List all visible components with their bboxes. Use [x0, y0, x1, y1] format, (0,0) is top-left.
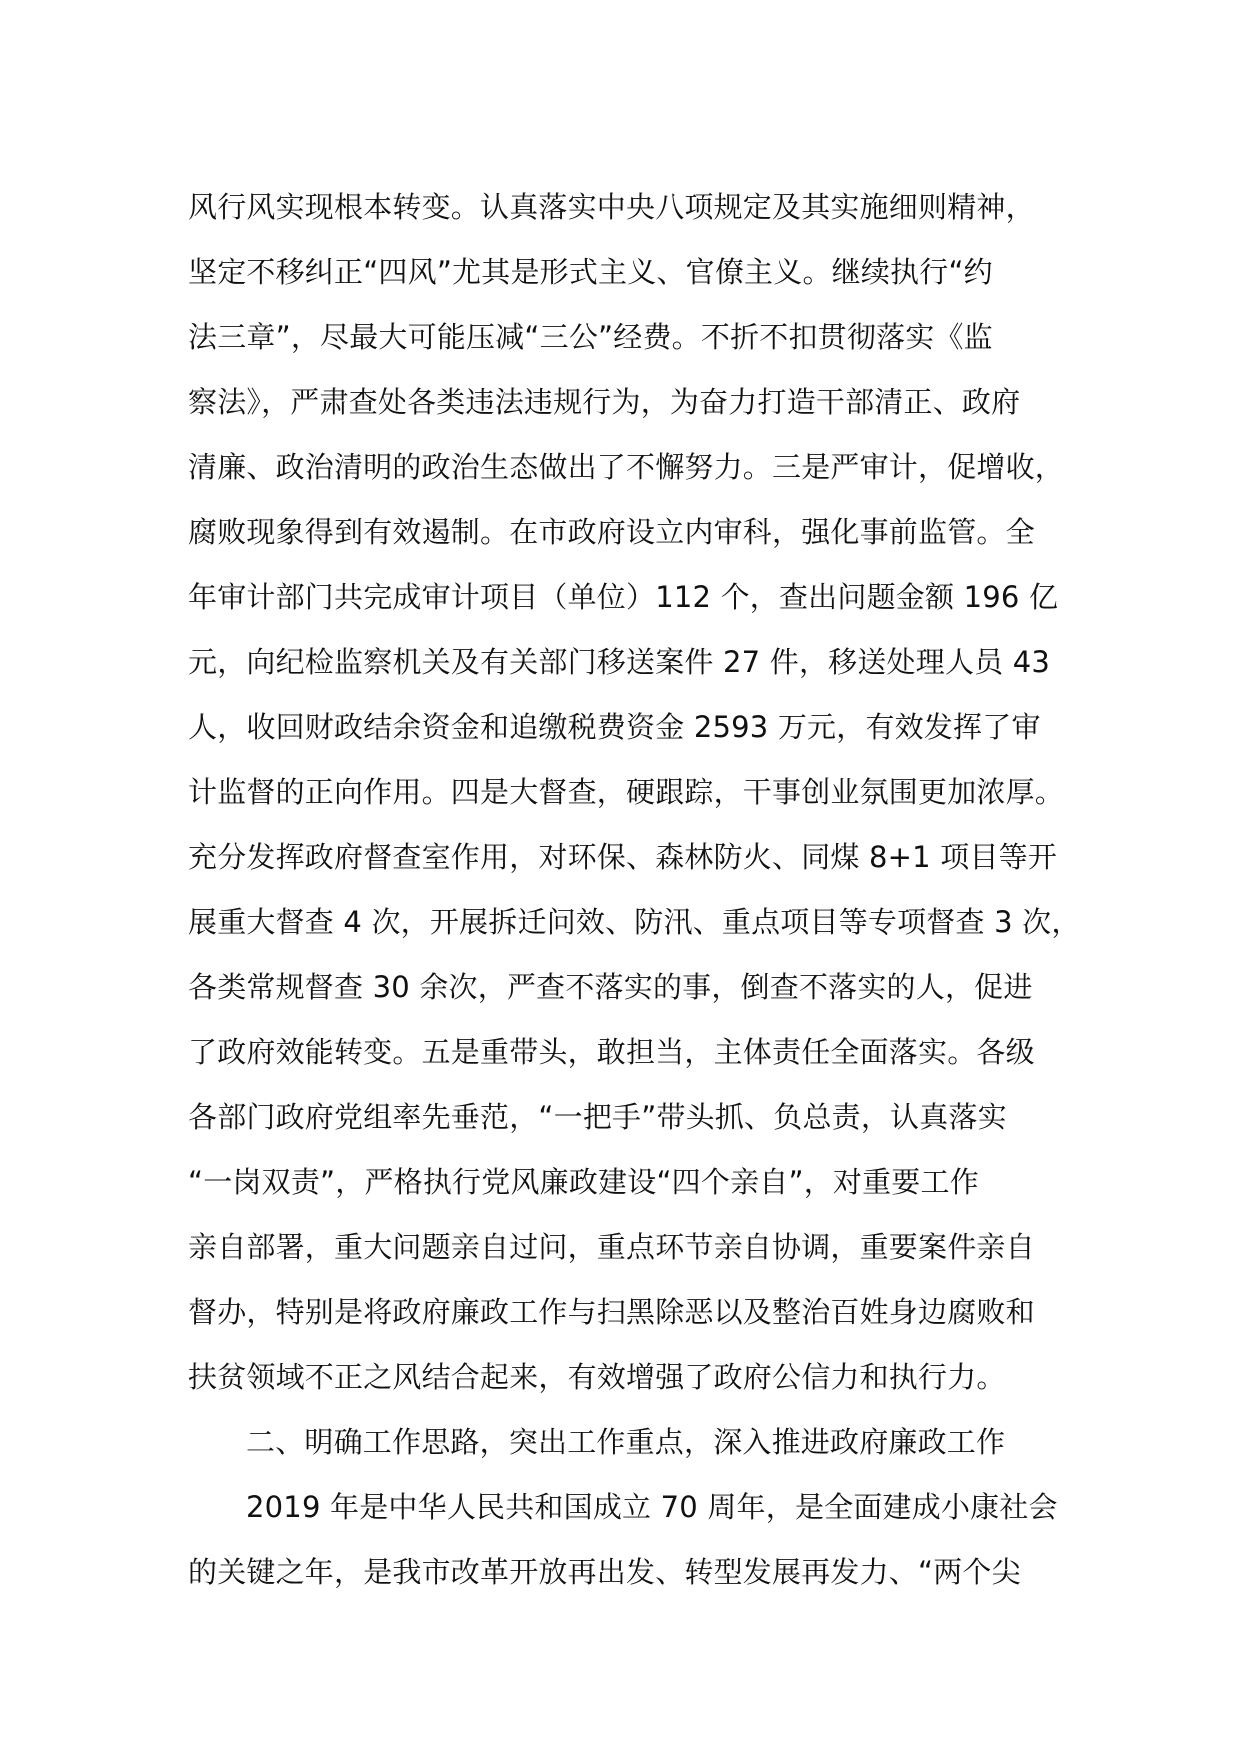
body-line: 各部门政府党组率先垂范，“一把手”带头抓、负总责，认真落实 — [188, 1100, 1007, 1134]
body-line: “一岗双责”，严格执行党风廉政建设“四个亲自”，对重要工作 — [188, 1165, 979, 1199]
body-line: 法三章”，尽最大可能压减“三公”经费。不折不扣贯彻落实《监 — [188, 320, 993, 354]
body-line: 充分发挥政府督查室作用，对环保、森林防火、同煤 8+1 项目等开 — [188, 840, 1058, 874]
body-line: 年审计部门共完成审计项目（单位）112 个，查出问题金额 196 亿 — [188, 580, 1059, 614]
body-line: 展重大督查 4 次，开展拆迁问效、防汛、重点项目等专项督查 3 次， — [188, 905, 1081, 939]
body-line: 各类常规督查 30 余次，严查不落实的事，倒查不落实的人，促进 — [188, 970, 1033, 1004]
body-line: 腐败现象得到有效遏制。在市政府设立内审科，强化事前监管。全 — [188, 515, 1035, 549]
body-line: 计监督的正向作用。四是大督查，硬跟踪，干事创业氛围更加浓厚。 — [188, 775, 1065, 809]
document-text — [188, 175, 1081, 1605]
body-line: 元，向纪检监察机关及有关部门移送案件 27 件，移送处理人员 43 — [188, 645, 1051, 679]
body-line: 风行风实现根本转变。认真落实中央八项规定及其实施细则精神， — [188, 190, 1035, 224]
body-line: 坚定不移纠正“四风”尤其是形式主义、官僚主义。继续执行“约 — [188, 255, 993, 289]
body-line: 了政府效能转变。五是重带头，敢担当，主体责任全面落实。各级 — [188, 1035, 1035, 1069]
paragraph-line: 的关键之年，是我市改革开放再出发、转型发展再发力、“两个尖 — [188, 1555, 1021, 1589]
body-line: 察法》，严肃查处各类违法违规行为，为奋力打造干部清正、政府 — [188, 385, 1021, 419]
body-line: 扶贫领域不正之风结合起来，有效增强了政府公信力和执行力。 — [188, 1360, 1006, 1394]
body-line: 人，收回财政结余资金和追缴税费资金 2593 万元，有效发挥了审 — [188, 710, 1041, 744]
body-line: 清廉、政治清明的政治生态做出了不懈努力。三是严审计，促增收， — [188, 450, 1065, 484]
body-line: 亲自部署，重大问题亲自过问，重点环节亲自协调，重要案件亲自 — [188, 1230, 1035, 1264]
body-line: 督办，特别是将政府廉政工作与扫黑除恶以及整治百姓身边腐败和 — [188, 1295, 1035, 1329]
section-heading: 二、明确工作思路，突出工作重点，深入推进政府廉政工作 — [246, 1425, 1006, 1459]
paragraph-line: 2019 年是中华人民共和国成立 70 周年，是全面建成小康社会 — [246, 1490, 1058, 1524]
